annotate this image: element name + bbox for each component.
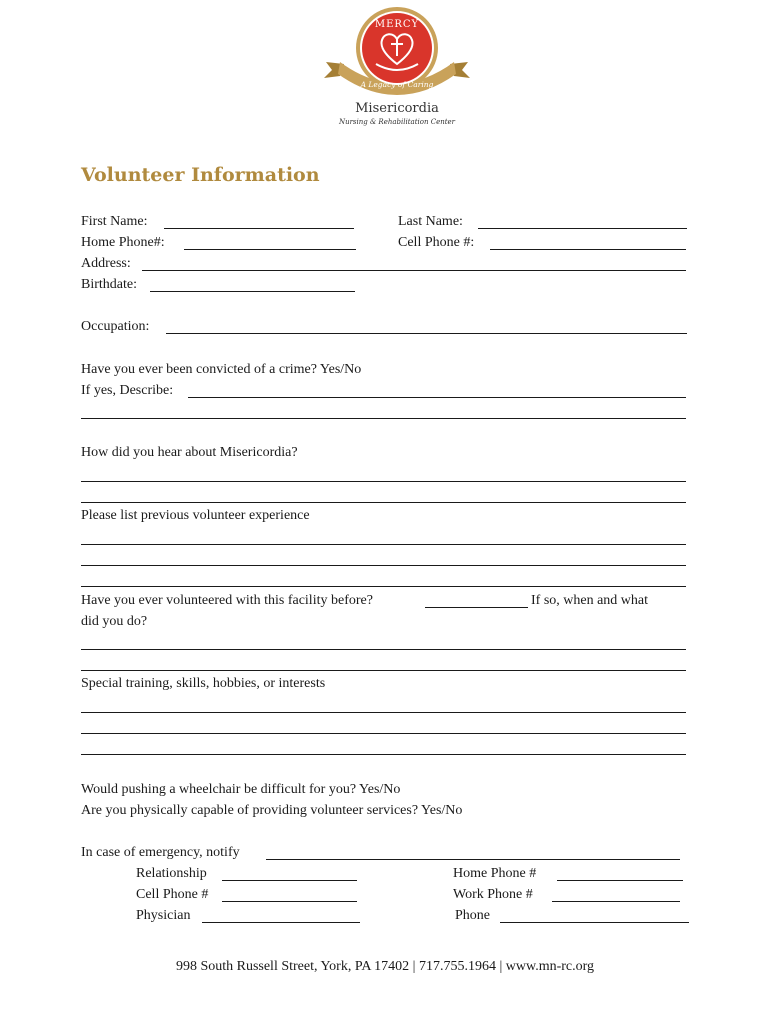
first-name-field[interactable]: [164, 228, 354, 229]
home-phone-label: Home Phone#:: [81, 235, 165, 250]
logo-badge-text: MERCY: [374, 19, 420, 30]
if-so-label: If so, when and what: [531, 593, 649, 608]
emergency-cell-phone-field[interactable]: [222, 901, 357, 902]
relationship-field[interactable]: [222, 880, 357, 881]
cell-phone-label: Cell Phone #:: [398, 235, 475, 250]
work-phone-label: Work Phone #: [453, 887, 533, 902]
did-you-do-label: did you do?: [81, 614, 148, 629]
physician-phone-field[interactable]: [500, 922, 689, 923]
emergency-label: In case of emergency, notify: [81, 845, 240, 860]
occupation-field[interactable]: [166, 333, 687, 334]
address-field[interactable]: [142, 270, 686, 271]
logo-ribbon-text: A Legacy of Caring: [360, 80, 434, 89]
prev-experience-field-line-1[interactable]: [81, 544, 686, 545]
physician-phone-label: Phone: [455, 908, 490, 923]
if-yes-field-line-2[interactable]: [81, 418, 686, 419]
if-yes-label: If yes, Describe:: [81, 383, 174, 398]
last-name-field[interactable]: [478, 228, 687, 229]
emergency-cell-phone-label: Cell Phone #: [136, 887, 209, 902]
address-label: Address:: [81, 256, 131, 271]
birthdate-field[interactable]: [150, 291, 355, 292]
did-you-do-field-line-1[interactable]: [81, 649, 686, 650]
volunteered-before-question: Have you ever volunteered with this facility before?: [81, 593, 373, 608]
relationship-label: Relationship: [136, 866, 207, 881]
emergency-home-phone-field[interactable]: [557, 880, 683, 881]
logo-name: Misericordia: [355, 101, 439, 116]
page-title: Volunteer Information: [81, 164, 320, 186]
emergency-contact-field[interactable]: [266, 859, 680, 860]
wheelchair-question: Would pushing a wheelchair be difficult for you? Yes/No: [81, 782, 401, 797]
emergency-home-phone-label: Home Phone #: [453, 866, 537, 881]
occupation-label: Occupation:: [81, 319, 150, 334]
work-phone-field[interactable]: [552, 901, 680, 902]
physically-capable-question: Are you physically capable of providing volunteer services? Yes/No: [81, 803, 463, 818]
last-name-label: Last Name:: [398, 214, 463, 229]
special-training-question: Special training, skills, hobbies, or interests: [81, 676, 326, 691]
prev-experience-field-line-2[interactable]: [81, 565, 686, 566]
volunteered-before-field[interactable]: [425, 607, 528, 608]
home-phone-field[interactable]: [184, 249, 356, 250]
birthdate-label: Birthdate:: [81, 277, 137, 292]
hear-about-question: How did you hear about Misericordia?: [81, 445, 298, 460]
cell-phone-field[interactable]: [490, 249, 686, 250]
physician-field[interactable]: [202, 922, 360, 923]
prev-experience-field-line-3[interactable]: [81, 586, 686, 587]
hear-about-field-line-2[interactable]: [81, 502, 686, 503]
prev-experience-question: Please list previous volunteer experience: [81, 508, 310, 523]
logo-subtitle: Nursing & Rehabilitation Center: [338, 118, 456, 126]
hear-about-field-line-1[interactable]: [81, 481, 686, 482]
first-name-label: First Name:: [81, 214, 148, 229]
special-training-field-line-1[interactable]: [81, 712, 686, 713]
physician-label: Physician: [136, 908, 191, 923]
special-training-field-line-3[interactable]: [81, 754, 686, 755]
special-training-field-line-2[interactable]: [81, 733, 686, 734]
did-you-do-field-line-2[interactable]: [81, 670, 686, 671]
if-yes-field[interactable]: [188, 397, 686, 398]
convicted-question: Have you ever been convicted of a crime? Yes/No: [81, 362, 362, 377]
footer-address: 998 South Russell Street, York, PA 17402 | 717.755.1964 | www.mn-rc.org: [175, 959, 595, 974]
